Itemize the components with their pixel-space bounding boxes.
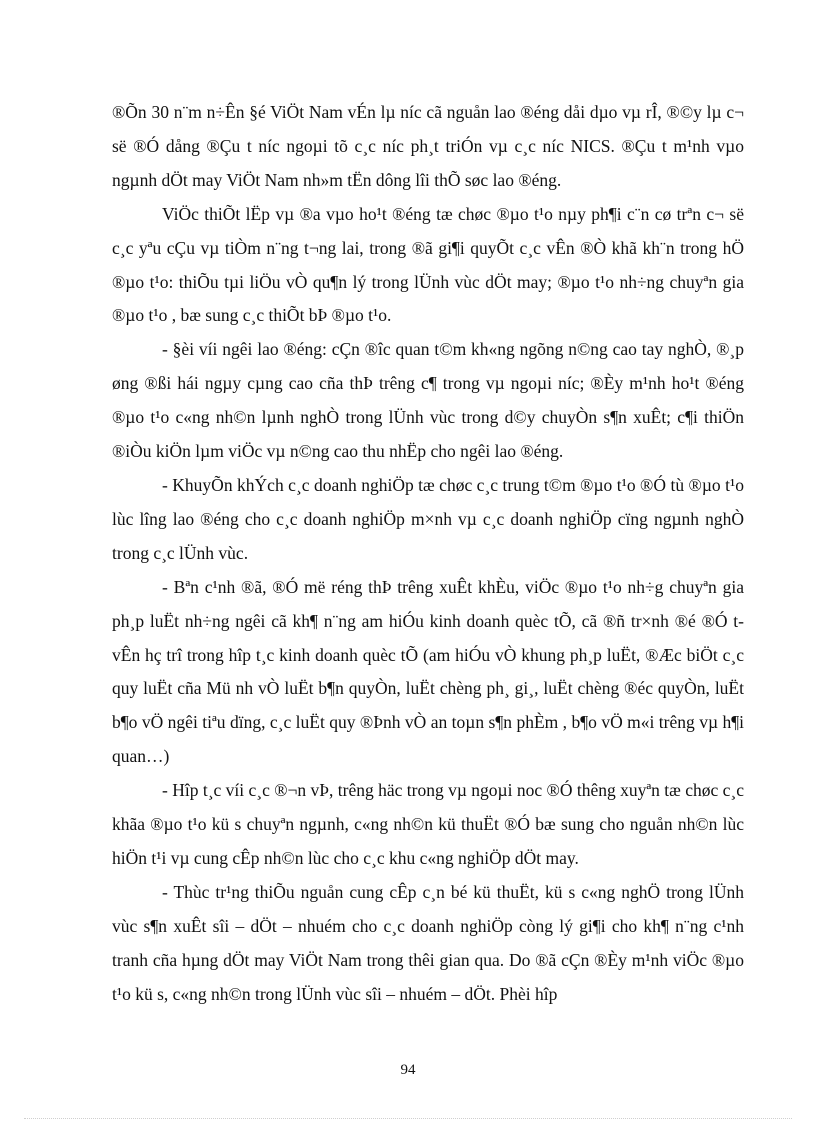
paragraph-6: - Hîp t¸c víi c¸c ®¬n vÞ, trêng häc trong vµ ngoµi noc ®Ó thêng xuyªn tæ chøc c¸c khãa ®µo t¹o kü s chuyªn ngµnh, c«ng nh©n kü thuËt ®Ó bæ sung cho nguån nh©n lùc hiÖn t¹i vµ cung cÊp nh©n lùc cho c¸c khu c«ng nghiÖp dÖt may. — [112, 780, 744, 868]
page-bottom-divider — [24, 1118, 792, 1119]
body-text — [112, 96, 744, 1011]
paragraph-7: - Thùc tr¹ng thiÕu nguån cung cÊp c¸n bé kü thuËt, kü s c«ng nghÖ trong lÜnh vùc s¶n xuÊt sîi – dÖt – nhuém cho c¸c doanh nghiÖp còng lý gi¶i cho kh¶ n¨ng c¹nh tranh cña hµng dÖt may ViÖt Nam trong thêi gian qua. Do ®ã cÇn ®Èy m¹nh viÖc ®µo t¹o kü s, c«ng nh©n trong lÜnh vùc sîi – nhuém – dÖt. Phèi hîp — [112, 881, 744, 1004]
paragraph-3: - §èi víi ngêi lao ®éng: cÇn ®îc quan t©m kh«ng ngõng n©ng cao tay nghÒ, ®¸p øng ®ßi hái ngµy cµng cao cña thÞ trêng c¶ trong vµ ngoµi níc; ®Èy m¹nh ho¹t ®éng ®µo t¹o c«ng nh©n lµnh nghÒ trong lÜnh vùc trong d©y chuyÒn s¶n xuÊt; c¶i thiÖn ®iÒu kiÖn lµm viÖc vµ n©ng cao thu nhËp cho ngêi lao ®éng. — [112, 339, 744, 462]
paragraph-4: - KhuyÕn khÝch c¸c doanh nghiÖp tæ chøc c¸c trung t©m ®µo t¹o ®Ó tù ®µo t¹o lùc lîng lao ®éng cho c¸c doanh nghiÖp m×nh vµ c¸c doanh nghiÖp cïng ngµnh nghÒ trong c¸c lÜnh vùc. — [112, 474, 744, 563]
paragraph-1: ®Õn 30 n¨m n÷Ên §é ViÖt Nam vÉn lµ níc cã nguån lao ®éng dåi dµo vµ rÎ, ®©y lµ c¬ së ®Ó dång ®Çu t níc ngoµi tõ c¸c níc ph¸t triÓn vµ c¸c níc NICS. ®Çu t m¹nh vµo ngµnh dÖt may ViÖt Nam nh»m tËn dông lîi thÕ søc lao ®éng. — [112, 102, 744, 190]
page-number: 94 — [400, 1062, 416, 1078]
paragraph-2: ViÖc thiÕt lËp vµ ®a vµo ho¹t ®éng tæ chøc ®µo t¹o nµy ph¶i c¨n cø trªn c¬ së c¸c yªu cÇu vµ tiÒm n¨ng t¬ng lai, trong ®ã gi¶i quyÕt c¸c vÊn ®Ò khã kh¨n trong hÖ ®µo t¹o: thiÕu tµi liÖu vÒ qu¶n lý trong lÜnh vùc dÖt may; ®µo t¹o nh÷ng chuyªn gia ®µo t¹o , bæ sung c¸c thiÕt bÞ ®µo t¹o. — [112, 203, 744, 326]
paragraph-5: - Bªn c¹nh ®ã, ®Ó më réng thÞ trêng xuÊt khÈu, viÖc ®µo t¹o nh÷g chuyªn gia ph¸p luËt nh÷ng ngêi cã kh¶ n¨ng am hiÓu kinh doanh quèc tÕ, cã ®ñ tr×nh ®é ®Ó t vÊn hç trî trong hîp t¸c kinh doanh quèc tÕ (am hiÓu vÒ khung ph¸p luËt, ®Æc biÖt c¸c quy luËt cña Mü nh vÒ luËt b¶n quyÒn, luËt chèng ph¸ gi¸, luËt chèng ®éc quyÒn, luËt b¶o vÖ ngêi tiªu dïng, c¸c luËt quy ®Þnh vÒ an toµn s¶n phÈm , b¶o vÖ m«i trêng vµ h¶i quan…) — [112, 576, 744, 767]
